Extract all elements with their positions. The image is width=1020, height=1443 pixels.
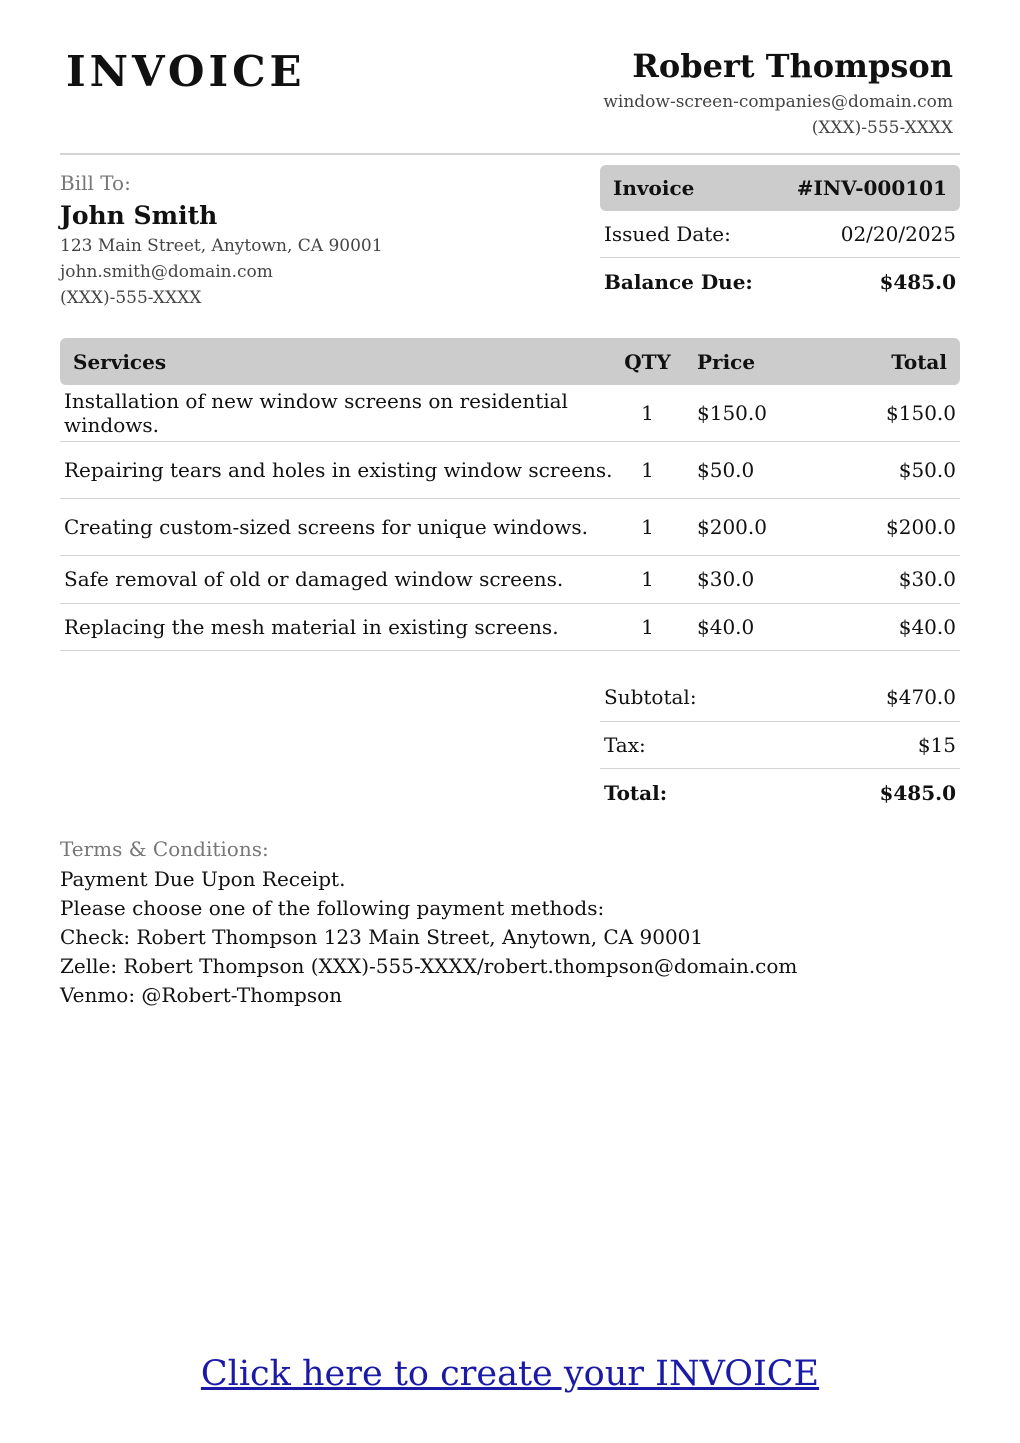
table-row (60, 604, 960, 652)
invoice-number: #INV-000101 (796, 176, 947, 200)
issued-date-row (600, 211, 960, 258)
row-qty: 1 (641, 567, 654, 592)
total-value: $485.0 (879, 780, 956, 805)
row-qty: 1 (641, 515, 654, 539)
totals-summary (600, 674, 960, 817)
client-phone: (XXX)-555-XXXX (60, 288, 202, 308)
invoice-label: Invoice (613, 176, 695, 200)
cta-container (0, 1350, 1020, 1398)
row-service: Installation of new window screens on residential windows. (64, 389, 568, 437)
row-total: $40.0 (898, 614, 956, 639)
header-divider (60, 153, 960, 155)
row-service: Replacing the mesh material in existing screens. (64, 614, 559, 639)
subtotal-label: Subtotal: (604, 685, 697, 710)
row-total: $200.0 (886, 515, 956, 539)
terms-line: Venmo: @Robert-Thompson (60, 983, 343, 1007)
total-row (600, 769, 960, 817)
table-header (60, 338, 960, 385)
invoice-number-header (600, 165, 960, 211)
subtotal-row (600, 674, 960, 722)
row-service: Creating custom-sized screens for unique windows. (64, 515, 589, 539)
terms-label: Terms & Conditions: (60, 837, 269, 861)
client-email: john.smith@domain.com (60, 262, 273, 282)
table-row (60, 499, 960, 556)
row-price: $40.0 (697, 614, 755, 639)
bill-to-label: Bill To: (60, 171, 131, 195)
client-name: John Smith (60, 201, 218, 230)
header-qty: QTY (624, 349, 671, 374)
issued-date-label: Issued Date: (604, 222, 731, 246)
table-row (60, 385, 960, 442)
issued-date-value: 02/20/2025 (840, 222, 956, 246)
table-row (60, 442, 960, 499)
tax-value: $15 (917, 732, 956, 757)
row-price: $150.0 (697, 401, 767, 425)
row-qty: 1 (641, 401, 654, 425)
seller-name: Robert Thompson (632, 47, 953, 85)
balance-due-value: $485.0 (879, 269, 956, 294)
row-price: $50.0 (697, 458, 755, 482)
table-row (60, 556, 960, 604)
services-table (60, 338, 960, 651)
row-service: Safe removal of old or damaged window screens. (64, 567, 564, 592)
row-service: Repairing tears and holes in existing window screens. (64, 458, 613, 482)
tax-label: Tax: (604, 732, 646, 757)
header-services: Services (73, 349, 167, 374)
seller-phone: (XXX)-555-XXXX (811, 118, 953, 138)
terms-line: Please choose one of the following payment methods: (60, 896, 605, 920)
total-label: Total: (604, 780, 668, 805)
seller-email: window-screen-companies@domain.com (603, 92, 953, 112)
balance-due-label: Balance Due: (604, 269, 753, 294)
subtotal-value: $470.0 (886, 685, 956, 710)
terms-line: Check: Robert Thompson 123 Main Street, Anytown, CA 90001 (60, 925, 704, 949)
terms-line: Zelle: Robert Thompson (XXX)-555-XXXX/robert.thompson@domain.com (60, 954, 798, 978)
invoice-title: INVOICE (66, 47, 306, 96)
header-price: Price (697, 349, 756, 374)
header-total: Total (891, 349, 947, 374)
row-qty: 1 (641, 458, 654, 482)
create-invoice-link[interactable]: Click here to create your INVOICE (200, 1354, 820, 1394)
tax-row (600, 722, 960, 770)
row-price: $200.0 (697, 515, 767, 539)
row-price: $30.0 (697, 567, 755, 592)
row-qty: 1 (641, 614, 654, 639)
terms-line: Payment Due Upon Receipt. (60, 867, 346, 891)
client-address: 123 Main Street, Anytown, CA 90001 (60, 236, 383, 256)
invoice-meta (600, 165, 960, 305)
row-total: $50.0 (898, 458, 956, 482)
balance-due-row (600, 258, 960, 305)
row-total: $30.0 (898, 567, 956, 592)
row-total: $150.0 (886, 401, 956, 425)
